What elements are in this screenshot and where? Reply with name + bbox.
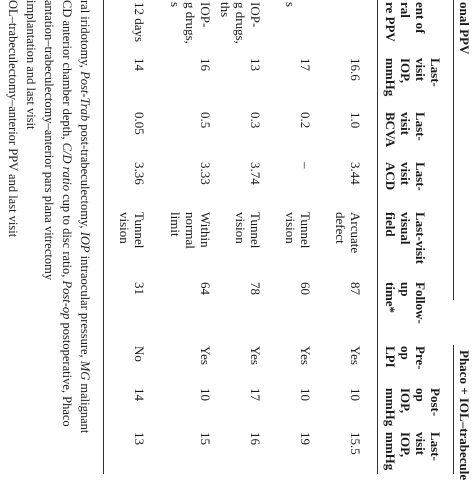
footnote-line: CD anterior chamber depth, C/D ratio cup to disc ratio, Post-op postoperative, Phaco <box>60 0 74 427</box>
table-cell-field: vision <box>117 212 132 244</box>
column-header-postiop: IOP, <box>398 388 413 414</box>
table-cell-iop: 13 <box>248 58 263 71</box>
column-header-postiop: op <box>413 388 428 402</box>
table-cell-iop: 14 <box>132 58 147 71</box>
table-cell-postiop: 17 <box>248 388 263 401</box>
column-header-treat: re PPV <box>383 2 398 42</box>
column-header-acd: ACD <box>383 162 398 191</box>
table-cell-lpi: No <box>132 346 147 362</box>
table-cell-lastiop2: 15 <box>198 432 213 445</box>
table-cell-postiop: 10 <box>348 388 363 401</box>
table-cell-bcva: 1.0 <box>348 112 363 129</box>
column-header-lpi: op <box>398 346 413 360</box>
table-cell-fu: 31 <box>132 282 147 295</box>
table-cell-fu: 60 <box>298 282 313 295</box>
table-cell-lpi: Yes <box>298 346 313 365</box>
table-cell-field: limit <box>168 212 183 237</box>
table-cell-treat: g drugs, <box>233 2 248 44</box>
footnote-line: implantation and last visit <box>24 0 38 130</box>
table-cell-bcva: 0.05 <box>132 112 147 135</box>
table-cell-lpi: Yes <box>198 346 213 365</box>
table-cell-treat: IOP- <box>248 2 263 28</box>
column-header-rule <box>377 0 378 474</box>
column-header-iop: visit <box>413 58 428 82</box>
column-header-postiop: mmHg <box>383 388 398 427</box>
column-header-bcva: Last- <box>413 112 428 141</box>
column-header-fu: Follow- <box>413 282 428 324</box>
table-cell-field: Tunnel <box>132 212 147 249</box>
column-header-acd: Last- <box>413 162 428 191</box>
group-header-left: onal PPV <box>457 2 472 55</box>
table-cell-field: Tunnel <box>248 212 263 249</box>
table-cell-acd: – <box>298 162 313 169</box>
table-cell-lastiop2: 13 <box>132 432 147 445</box>
group-header-right: Phaco + IOL–trabecule <box>457 350 472 480</box>
table-cell-acd: 3.36 <box>132 162 147 185</box>
column-header-lastiop2: mmHg <box>383 432 398 471</box>
column-header-bcva: visit <box>398 112 413 136</box>
table-cell-treat: 12 days <box>132 2 147 43</box>
column-header-fu: time* <box>383 282 398 314</box>
column-header-lastiop2: IOP, <box>398 432 413 458</box>
table-cell-lpi: Yes <box>248 346 263 365</box>
footnote-line: ral iridotomy, Post-Trab post-trabeculectomy, IOP intraocular pressure, MG malignant <box>78 0 92 434</box>
column-header-lastiop2: visit <box>413 432 428 456</box>
column-header-treat: ent of <box>413 2 428 34</box>
table-cell-lastiop2: 15.5 <box>348 432 363 455</box>
table-cell-treat: IOP- <box>198 2 213 28</box>
table-cell-iop: 17 <box>298 58 313 71</box>
column-header-fu: up <box>398 282 413 297</box>
table-cell-iop: 16.6 <box>348 58 363 81</box>
column-header-acd: visit <box>398 162 413 186</box>
table-cell-fu: 78 <box>248 282 263 295</box>
table-cell-treat: g drugs, <box>183 2 198 44</box>
table-cell-bcva: 0.5 <box>198 112 213 129</box>
table-cell-field: defect <box>333 212 348 244</box>
column-header-treat: ral <box>398 2 413 18</box>
column-header-bcva: BCVA <box>383 112 398 148</box>
table-cell-lastiop2: 16 <box>248 432 263 445</box>
table-cell-bcva: 0.3 <box>248 112 263 129</box>
column-header-lpi: Pre- <box>413 346 428 370</box>
table-cell-treat: ths <box>218 2 233 18</box>
column-header-iop: IOP, <box>398 58 413 84</box>
footnote-line: antation–trabeculectomy–anterior pars plana vitrectomy <box>42 0 56 281</box>
table-cell-field: Tunnel <box>298 212 313 249</box>
column-header-field: field <box>383 212 398 237</box>
table-cell-fu: 64 <box>198 282 213 295</box>
footnote-line: OL–trabeculectomy–anterior PPV and last visit <box>6 0 20 238</box>
column-header-lpi: LPI <box>383 346 398 368</box>
table-cell-field: normal <box>183 212 198 249</box>
table-cell-bcva: 0.2 <box>298 112 313 129</box>
table-cell-lastiop2: 19 <box>298 432 313 445</box>
table-bottom-rule <box>103 0 104 474</box>
table-cell-treat: s <box>168 2 183 8</box>
table-cell-lpi: Yes <box>348 346 363 365</box>
header-rule-right <box>453 345 454 474</box>
table-cell-acd: 3.33 <box>198 162 213 185</box>
table-cell-field: vision <box>233 212 248 244</box>
table-cell-postiop: 10 <box>198 388 213 401</box>
column-header-field: visual <box>398 212 413 245</box>
header-rule-left <box>453 0 454 300</box>
column-header-field: Last-visit <box>413 212 428 264</box>
table-cell-field: Arcuate <box>348 212 363 254</box>
table-cell-field: Within <box>198 212 213 248</box>
table-cell-treat: s <box>283 2 298 8</box>
column-header-iop: Last- <box>428 58 443 87</box>
column-header-iop: mmHg <box>383 58 398 97</box>
table-cell-field: vision <box>283 212 298 244</box>
column-header-lastiop2: Last- <box>428 432 443 461</box>
table-cell-postiop: 14 <box>132 388 147 401</box>
table-cell-postiop: 10 <box>298 388 313 401</box>
table-cell-fu: 87 <box>348 282 363 295</box>
column-header-postiop: Post- <box>428 388 443 417</box>
table-cell-iop: 16 <box>198 58 213 71</box>
table-cell-acd: 3.74 <box>248 162 263 185</box>
table-cell-acd: 3.44 <box>348 162 363 185</box>
